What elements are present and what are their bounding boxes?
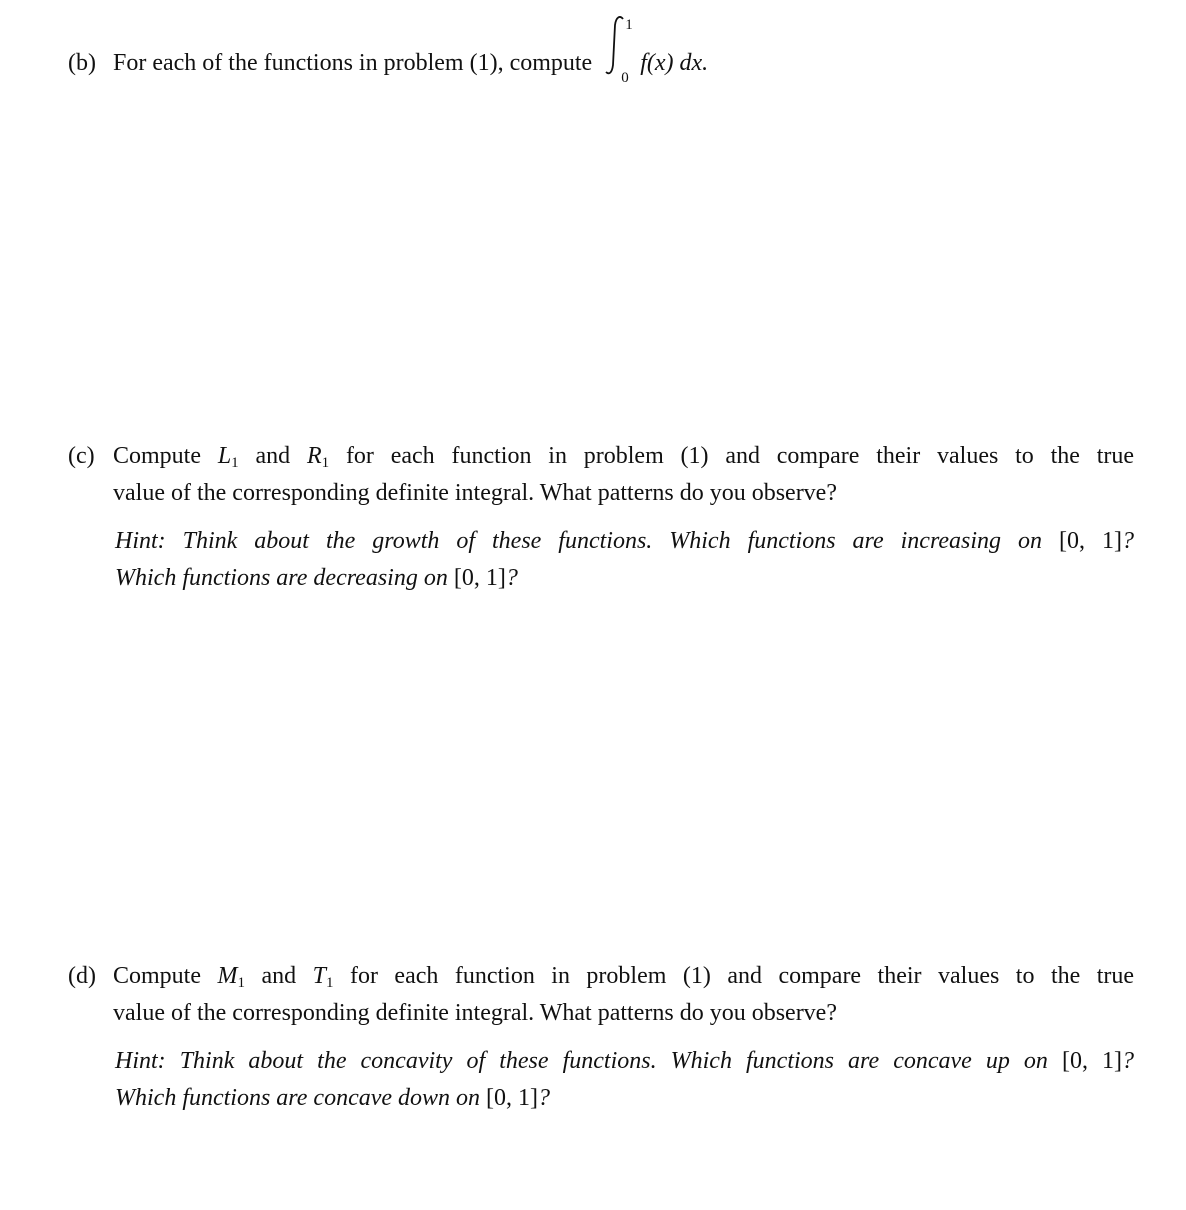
- part-d-line-2: value of the corresponding definite integral. What patterns do you observe?: [113, 1000, 837, 1026]
- interval-0-1: [0, 1]: [1061, 1048, 1123, 1074]
- part-c-line-2: value of the corresponding definite integral. What patterns do you observe?: [113, 480, 837, 506]
- part-d-hint-line-1: Hint: Think about the concavity of these functions. Which functions are concave up on [0, 1]?: [115, 1048, 1135, 1074]
- integrand: f(x) dx.: [640, 50, 709, 76]
- part-c-word-and: and: [255, 443, 291, 469]
- part-b: [68, 17, 1134, 86]
- part-d-word-and: and: [261, 963, 297, 989]
- math-m1: $M_1$: [217, 963, 245, 991]
- part-c-label: (c): [68, 443, 95, 469]
- math-l1: $L_1$: [217, 443, 239, 471]
- part-d-hint-line-2: Which functions are concave down on [0, 1]?: [115, 1085, 551, 1111]
- part-d-line-1: [113, 958, 1134, 995]
- part-d-line-1-rest: for each function in problem (1) and compare their values to the true: [349, 963, 1135, 989]
- interval-0-1: [0, 1]: [1059, 528, 1122, 554]
- part-c-line-1: [113, 438, 1134, 475]
- interval-0-1: [0, 1]: [453, 565, 506, 591]
- integral-lower-limit: 0: [621, 70, 629, 86]
- part-c: [68, 438, 1134, 597]
- part-d: [68, 958, 1134, 1117]
- integral-expression: [600, 17, 640, 86]
- part-d-label: (d): [68, 963, 96, 989]
- part-d-word-compute: Compute: [113, 963, 201, 989]
- integral-upper-limit: 1: [625, 17, 633, 33]
- integral-sign-icon: [604, 15, 626, 77]
- part-b-text: For each of the functions in problem (1), compute: [113, 50, 593, 76]
- part-d-hint: [115, 1043, 1134, 1117]
- part-c-hint-line-2: Which functions are decreasing on [0, 1]?: [115, 565, 518, 591]
- math-t1: $T_1$: [312, 963, 334, 991]
- part-c-line-1-rest: for each function in problem (1) and compare their values to the true: [345, 443, 1135, 469]
- part-b-label: (b): [68, 50, 96, 76]
- part-c-word-compute: Compute: [113, 443, 201, 469]
- part-c-hint: [115, 523, 1134, 597]
- interval-0-1: [0, 1]: [486, 1085, 539, 1111]
- part-c-hint-line-1: Hint: Think about the growth of these functions. Which functions are increasing on [0, 1]?: [115, 528, 1134, 554]
- math-r1: $R_1$: [306, 443, 330, 471]
